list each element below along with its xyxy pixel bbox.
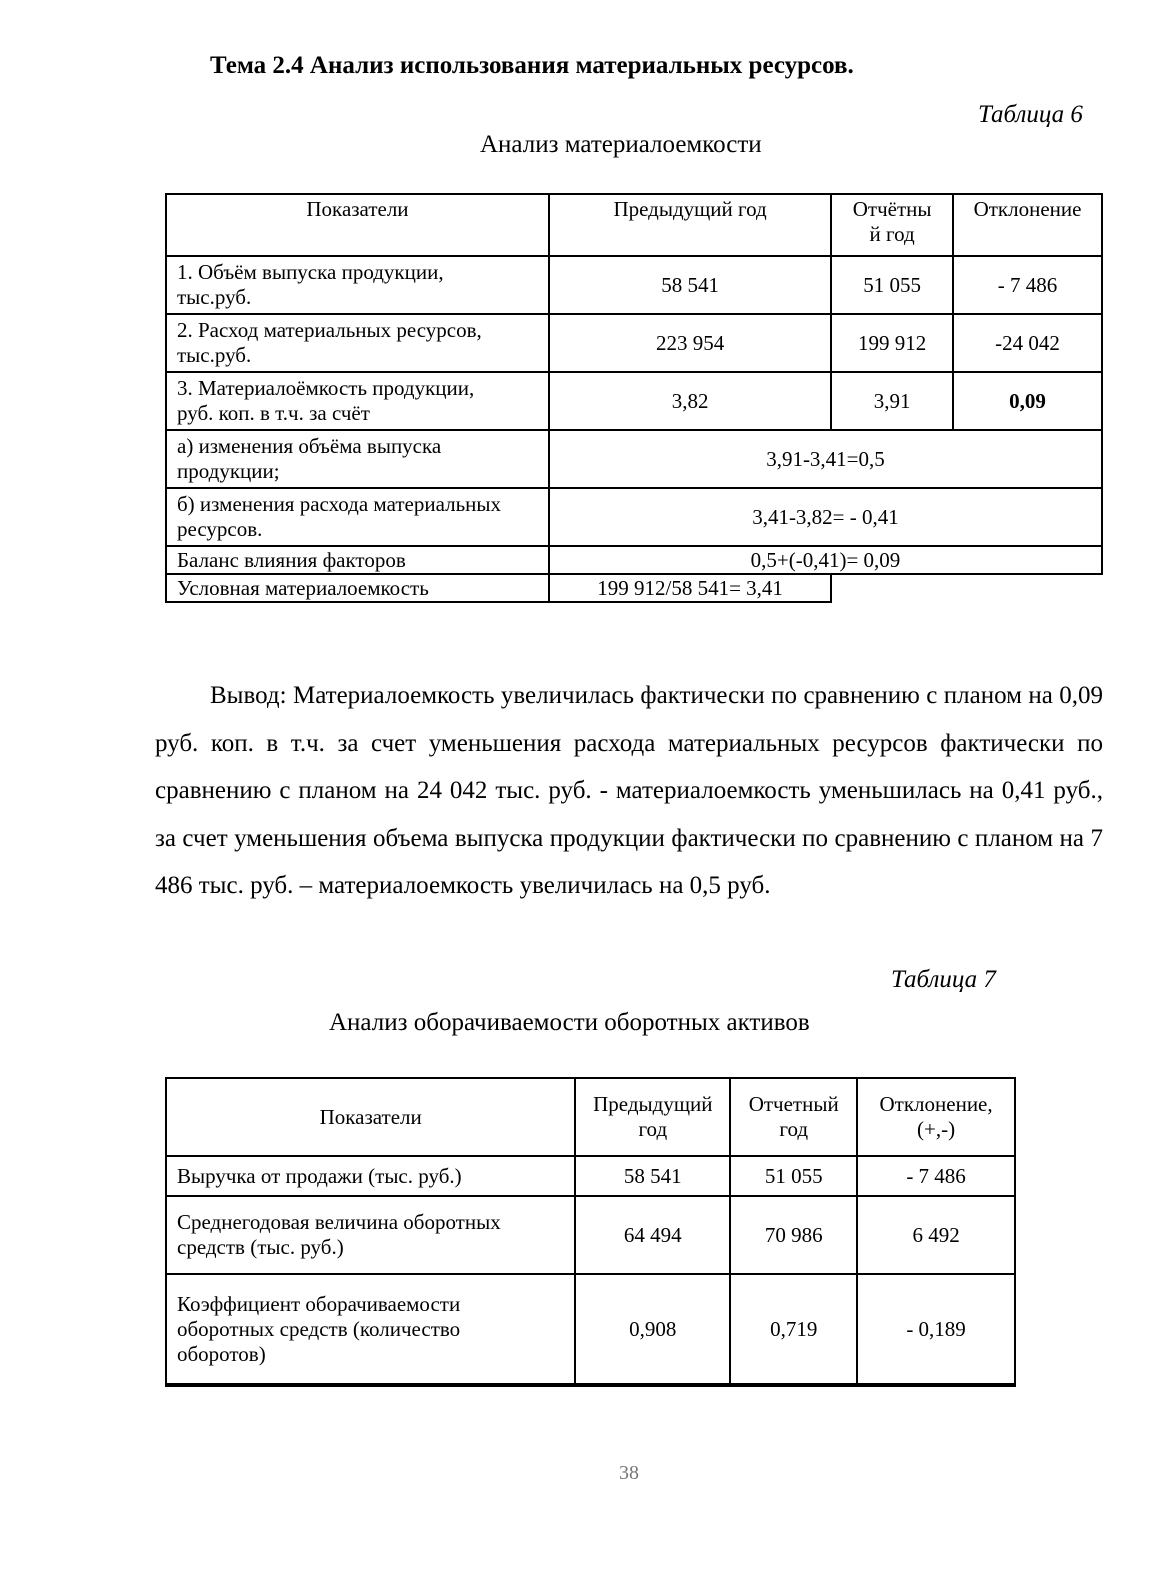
table-header-row: [166, 194, 1102, 256]
cell-dev: -24 042: [953, 314, 1102, 372]
cell-prev: 0,908: [575, 1274, 730, 1385]
header-reported-year: Отчётны й год: [831, 194, 953, 256]
cell-curr: 3,91: [831, 372, 953, 430]
cell-dev: - 0,189: [857, 1274, 1015, 1385]
cell-prev: 58 541: [575, 1156, 730, 1196]
header-previous-year: Предыдущий год: [549, 194, 831, 256]
header-deviation: Отклонение: [953, 194, 1102, 256]
asset-turnover-table: [165, 1077, 1016, 1387]
cell-dev: - 7 486: [953, 256, 1102, 314]
cell-dev: 0,09: [953, 372, 1102, 430]
cell-curr: 51 055: [730, 1156, 857, 1196]
table-row: [166, 1274, 1015, 1385]
table-row: [166, 256, 1102, 314]
row-label: Выручка от продажи (тыс. руб.): [166, 1156, 575, 1196]
factor-row: [166, 488, 1102, 546]
row-label: 3. Материалоёмкость продукции, руб. коп. в т.ч. за счёт: [166, 372, 549, 430]
cell-curr: 51 055: [831, 256, 953, 314]
cell-curr: 199 912: [831, 314, 953, 372]
table-row: [166, 1196, 1015, 1274]
header-previous-year: Предыдущий год: [575, 1078, 730, 1156]
header-indicators: Показатели: [166, 1078, 575, 1156]
conclusion-paragraph: Вывод: Материалоемкость увеличилась фактически по сравнению с планом на 0,09 руб. коп. в т.ч. за счет уменьшения расхода материальных ресурсов фактически по сравнению с планом на 24 042 тыс. руб. - материалоемкость уменьшилась на 0,41 руб., за счет уменьшения объема выпуска продукции фактически по сравнению с планом на 7 486 тыс. руб. – материалоемкость увеличилась на 0,5 руб.: [155, 682, 1103, 899]
conditional-value: 199 912/58 541= 3,41: [549, 574, 831, 602]
header-reported-year: Отчетный год: [730, 1078, 857, 1156]
cell-prev: 3,82: [549, 372, 831, 430]
table-header-row: [166, 1078, 1015, 1156]
balance-row: [166, 546, 1102, 574]
factor-row: [166, 430, 1102, 488]
cell-curr: 0,719: [730, 1274, 857, 1385]
page-number: 38: [619, 1462, 639, 1484]
row-label: Условная материалоемкость: [166, 574, 549, 602]
cell-dev: 6 492: [857, 1196, 1015, 1274]
factor-value: 3,91-3,41=0,5: [549, 430, 1102, 488]
section-heading: Тема 2.4 Анализ использования материальных ресурсов.: [210, 52, 854, 79]
balance-value: 0,5+(-0,41)= 0,09: [549, 546, 1102, 574]
row-label: 2. Расход материальных ресурсов, тыс.руб.: [166, 314, 549, 372]
table7-title: Анализ оборачиваемости оборотных активов: [329, 1009, 810, 1036]
cell-dev: - 7 486: [857, 1156, 1015, 1196]
cell-prev: 64 494: [575, 1196, 730, 1274]
row-label: а) изменения объёма выпуска продукции;: [166, 430, 549, 488]
row-label: Среднегодовая величина оборотных средств (тыс. руб.): [166, 1196, 575, 1274]
row-label: Баланс влияния факторов: [166, 546, 549, 574]
row-label: б) изменения расхода материальных ресурсов.: [166, 488, 549, 546]
row-label: Коэффициент оборачиваемости оборотных средств (количество оборотов): [166, 1274, 575, 1385]
factor-value: 3,41-3,82= - 0,41: [549, 488, 1102, 546]
table7-number-label: Таблица 7: [891, 966, 996, 993]
header-deviation: Отклонение, (+,-): [857, 1078, 1015, 1156]
conditional-row: [166, 574, 1102, 602]
table-row: [166, 372, 1102, 430]
table-row: [166, 1156, 1015, 1196]
material-intensity-table: [165, 193, 1103, 603]
table6-title: Анализ материалоемкости: [480, 131, 762, 158]
table6-number-label: Таблица 6: [978, 101, 1083, 128]
cell-prev: 58 541: [549, 256, 831, 314]
table-row: [166, 314, 1102, 372]
header-indicators: Показатели: [166, 194, 549, 256]
cell-curr: 70 986: [730, 1196, 857, 1274]
cell-prev: 223 954: [549, 314, 831, 372]
row-label: 1. Объём выпуска продукции, тыс.руб.: [166, 256, 549, 314]
